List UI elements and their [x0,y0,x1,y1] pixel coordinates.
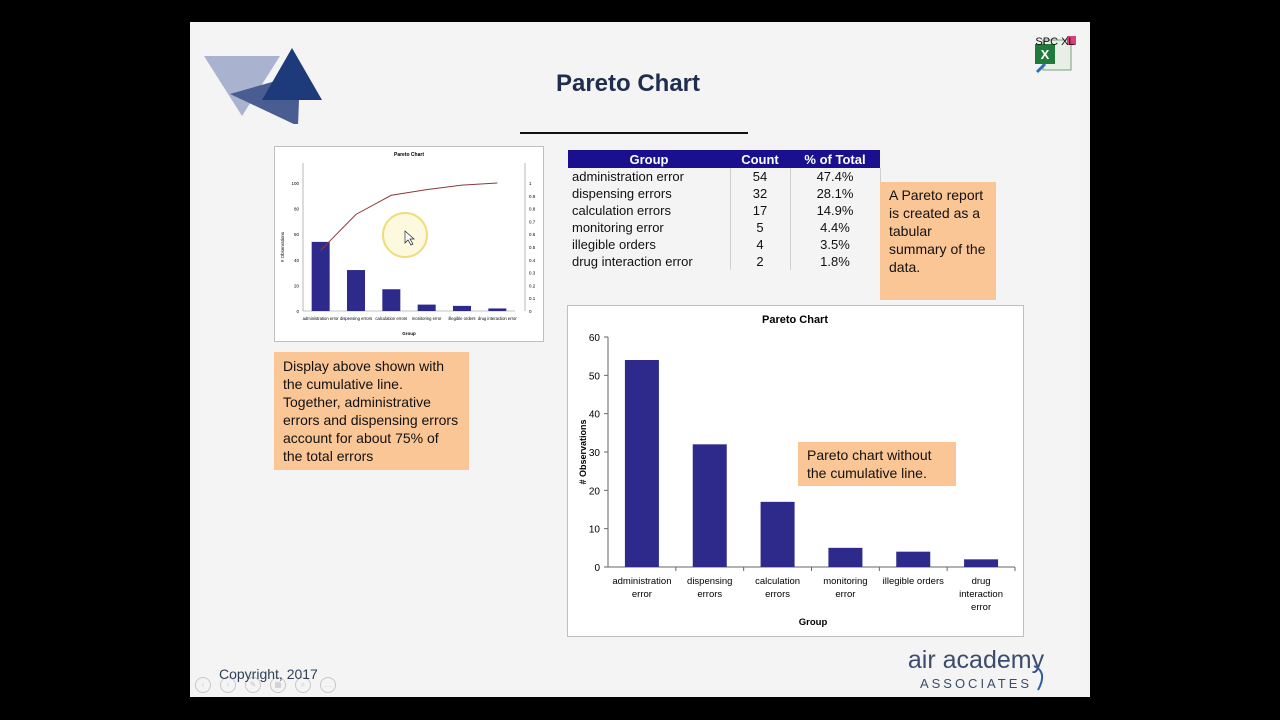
table-row [568,168,880,185]
small-y2-tick-label: 0.4 [529,257,536,263]
small-y-tick-label: 40 [293,257,299,263]
zoom-icon[interactable]: ⌕ [295,677,311,693]
slides-grid-icon[interactable]: ▦ [270,677,286,693]
small-x-tick-label: drug interaction error [477,316,517,321]
small-pareto-chart [274,146,544,342]
small-x-tick-label: administration error [302,316,339,321]
cell-percent: 1.8% [790,253,880,270]
small-chart-bar [418,305,436,311]
cell-count: 2 [730,253,790,270]
chart-title: Pareto Chart [761,314,829,326]
x-tick-label-line: error [835,589,856,600]
cell-group: illegible orders [568,236,730,253]
cell-group: monitoring error [568,219,730,236]
x-tick-label-line: calculation [755,576,801,587]
small-chart-bar [382,289,400,311]
small-y2-tick-label: 0.9 [529,193,536,199]
cell-count: 17 [730,202,790,219]
small-chart-bar [347,270,365,311]
company-logo [202,34,322,124]
small-x-tick-label: monitoring error [411,316,442,321]
cell-percent: 28.1% [790,185,880,202]
y-tick-label: 50 [588,371,600,383]
note-no-cumulative: Pareto chart without the cumulative line. [798,442,956,486]
cell-percent: 3.5% [790,236,880,253]
y-tick-label: 60 [588,333,600,344]
y-tick-label: 10 [588,524,600,536]
small-y2-tick-label: 0.3 [529,270,536,276]
cell-group: dispensing errors [568,185,730,202]
small-chart-bar [453,306,471,311]
x-tick-label-line: monitoring [823,576,868,587]
pareto-table [568,150,888,290]
x-tick-label-line: errors [697,589,723,600]
header-count: Count [730,150,790,168]
x-tick-label-line: errors [765,589,790,600]
brand-swoosh-icon [1032,662,1052,692]
small-y2-tick-label: 0.8 [529,206,536,212]
y-tick-label: 20 [588,486,600,498]
table-row [568,253,880,270]
cell-count: 54 [730,168,790,185]
spc-xl-label: SPC XL [1035,36,1075,48]
x-tick-label-line: interaction [959,589,1004,600]
cell-count: 5 [730,219,790,236]
x-tick-label-line: illegible orders [882,576,944,587]
slide-title: Pareto Chart [555,70,701,97]
cell-count: 4 [730,236,790,253]
x-tick-label-line: administration [612,576,672,587]
x-tick-label-line: drug [971,576,991,587]
small-y-tick-label: 60 [293,232,299,238]
small-x-tick-label: dispensing errors [339,316,373,321]
y-tick-label: 0 [594,563,600,574]
small-y-axis-label: # Observations [280,231,285,263]
note-pareto-report: A Pareto report is created as a tabular summary of the data. [880,182,996,300]
small-y2-tick-label: 0.2 [529,283,536,289]
x-tick-label [959,576,1003,613]
cell-percent: 4.4% [790,219,880,236]
table-row [568,236,880,253]
header-group: Group [568,150,730,168]
cell-group: drug interaction error [568,253,730,270]
small-y2-tick-label: 0.1 [529,296,536,302]
cell-group: administration error [568,168,730,185]
x-tick-label [883,576,945,587]
small-y-tick-label: 20 [293,283,299,289]
table-row [568,202,880,219]
brand-subname: ASSOCIATES [919,676,1033,691]
small-y2-tick-label: 0.6 [529,232,536,238]
small-chart-bar [488,308,506,311]
table-row [568,219,880,236]
table-row [568,185,880,202]
y-axis-label: # Observations [578,419,588,485]
y-tick-label: 40 [588,409,600,421]
table-header-row [568,150,880,168]
cell-count: 32 [730,185,790,202]
svg-text:X: X [1040,47,1050,62]
small-y-tick-label: 0 [296,309,299,314]
title-divider [520,132,748,134]
pen-icon[interactable]: ✎ [245,677,261,693]
chart-bar [761,502,795,567]
x-axis-label: Group [798,617,828,628]
header-percent: % of Total [790,150,880,168]
small-x-axis-label: Group [402,331,416,336]
brand-name: air academy [907,646,1045,674]
small-x-tick-label: illegible orders [448,316,476,321]
small-y2-tick-label: 0.7 [529,219,536,225]
chart-bar [828,548,862,567]
y-tick-label: 30 [588,448,600,459]
cell-group: calculation errors [568,202,730,219]
x-tick-label-line: dispensing [687,576,733,587]
small-y-tick-label: 100 [291,181,299,186]
small-y-tick-label: 80 [293,206,299,212]
note-cumulative-line: Display above shown with the cumulative line. Together, administrative errors and dispensing errors account for about 75% of the total errors [274,352,469,470]
x-tick-label-line: error [971,602,992,613]
cell-percent: 47.4% [790,168,880,185]
small-y2-tick-label: 0 [529,309,532,314]
chart-bar [964,559,998,567]
chart-bar [693,444,727,567]
small-chart-title: Pareto Chart [393,152,425,158]
x-tick-label [755,576,800,600]
x-tick-label [687,576,732,600]
small-y2-tick-label: 1 [529,181,532,186]
small-x-tick-label: calculation errors [375,316,408,321]
slide [190,22,1090,697]
next-slide-icon[interactable]: › [220,677,236,693]
more-options-icon[interactable]: … [320,677,336,693]
cell-percent: 14.9% [790,202,880,219]
copyright-text: Copyright, 2017 [219,666,318,682]
small-chart-bar [312,242,330,311]
x-tick-label [612,576,671,600]
chart-bar [896,552,930,567]
chart-bar [625,360,659,567]
small-y2-tick-label: 0.5 [529,245,536,250]
x-tick-label [823,576,867,600]
prev-slide-icon[interactable]: ‹ [195,677,211,693]
x-tick-label-line: error [631,589,652,600]
